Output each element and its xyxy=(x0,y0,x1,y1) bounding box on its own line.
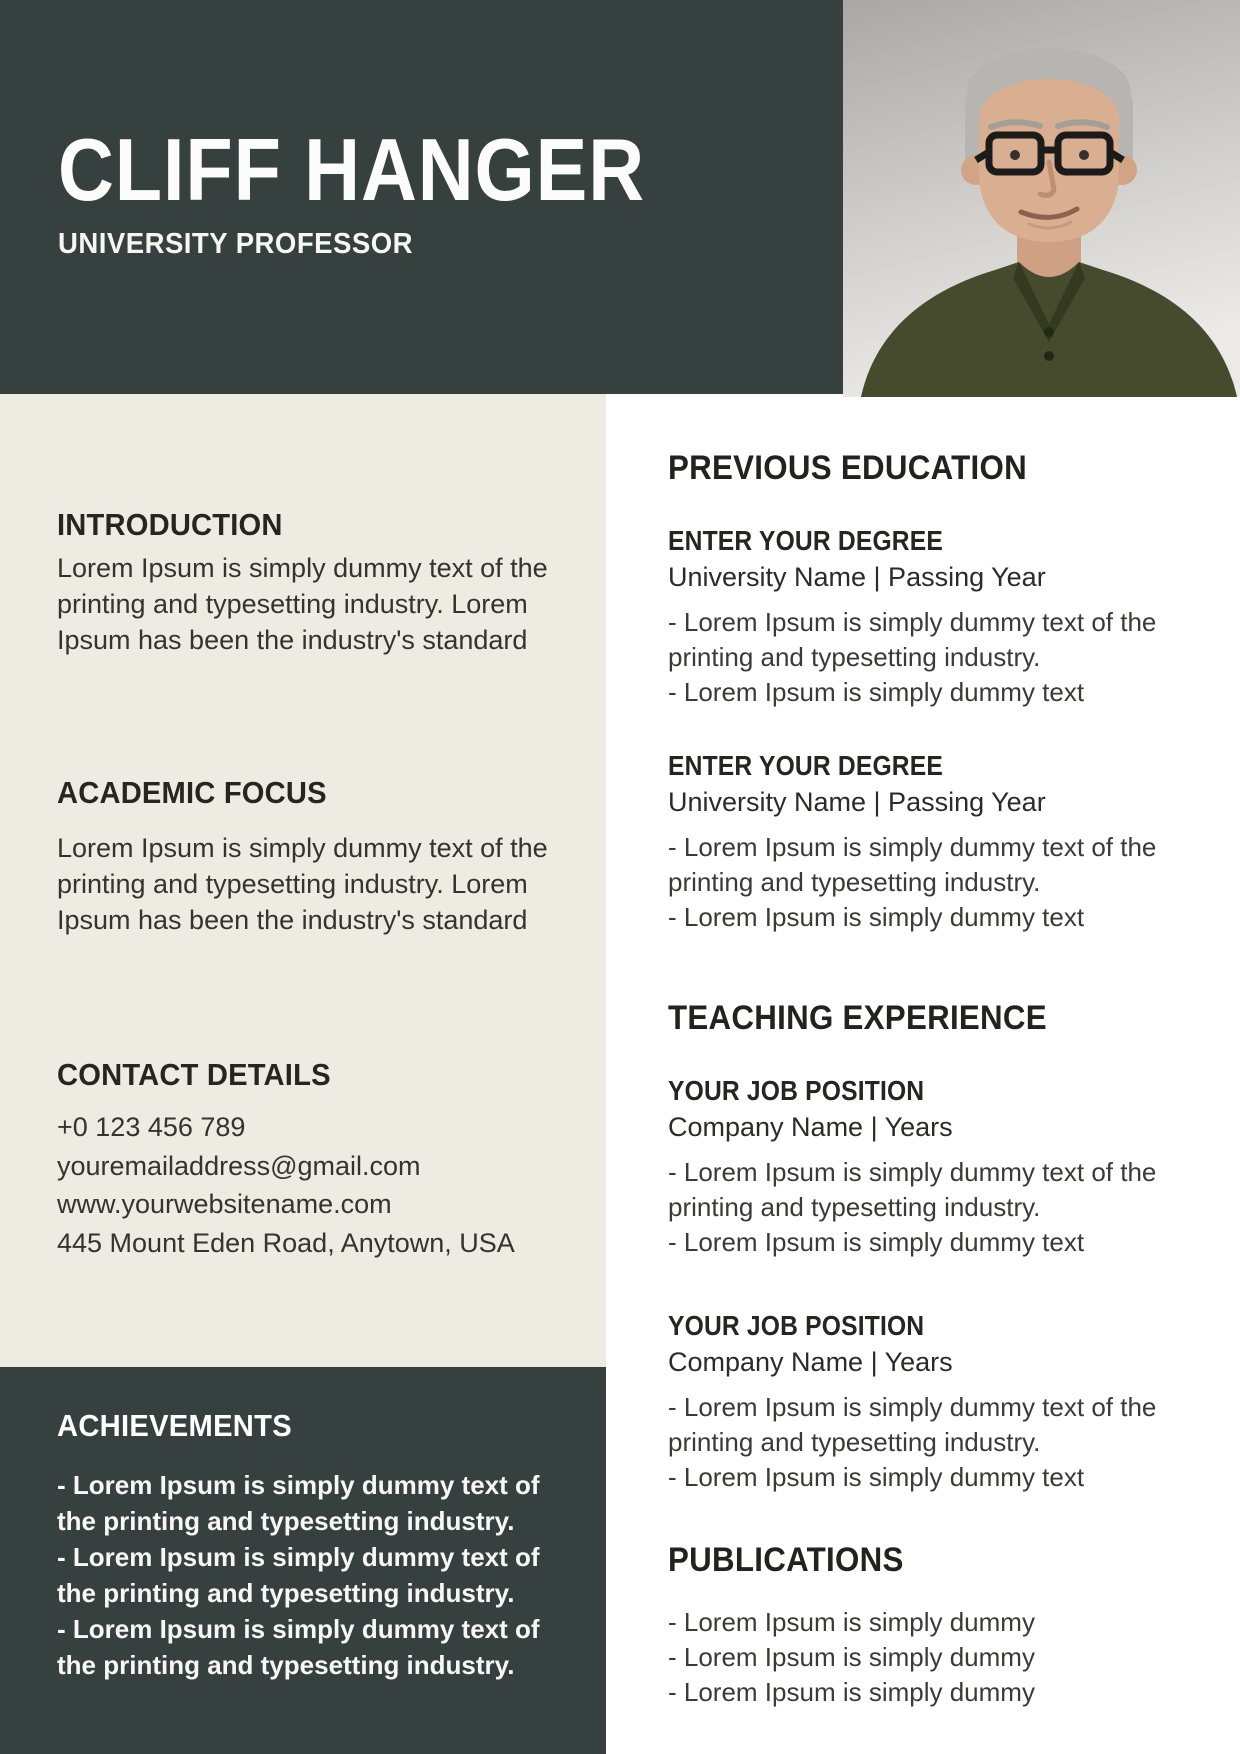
contact-address: 445 Mount Eden Road, Anytown, USA xyxy=(57,1227,515,1258)
profile-photo xyxy=(843,0,1240,397)
contact-website: www.yourwebsitename.com xyxy=(57,1189,392,1219)
achievement-item: - Lorem Ipsum is simply dummy text of the printing and typesetting industry. xyxy=(57,1614,540,1680)
masthead xyxy=(0,0,843,394)
teaching-experience-heading: TEACHING EXPERIENCE xyxy=(668,999,1047,1037)
bullet-line: - Lorem Ipsum is simply dummy text xyxy=(668,677,1085,707)
degree-bullets xyxy=(668,605,1208,710)
academic-focus-body: Lorem Ipsum is simply dummy text of the printing and typesetting industry. Lorem Ipsum has been the industry's standard xyxy=(57,833,548,935)
section-introduction xyxy=(57,394,557,658)
degree-title: ENTER YOUR DEGREE xyxy=(668,750,943,781)
achievements-list xyxy=(57,1467,579,1683)
experience-entry xyxy=(668,1073,1208,1260)
job-bullets xyxy=(668,1155,1208,1260)
portrait-illustration xyxy=(843,0,1240,397)
contact-lines xyxy=(57,1108,557,1262)
degree-bullets xyxy=(668,830,1208,935)
job-bullets xyxy=(668,1390,1208,1495)
publications-heading: PUBLICATIONS xyxy=(668,1541,904,1579)
bullet-line: - Lorem Ipsum is simply dummy text of the printing and typesetting industry. xyxy=(668,1157,1157,1222)
section-academic-focus xyxy=(57,774,557,938)
achievement-item: - Lorem Ipsum is simply dummy text of the printing and typesetting industry. xyxy=(57,1542,540,1608)
achievements-heading: ACHIEVEMENTS xyxy=(57,1408,292,1443)
section-teaching-experience xyxy=(668,997,1208,1495)
sidebar xyxy=(0,394,606,1367)
job-title: YOUR JOB POSITION xyxy=(668,1075,925,1106)
publication-item: - Lorem Ipsum is simply dummy xyxy=(668,1677,1035,1707)
bullet-line: - Lorem Ipsum is simply dummy text xyxy=(668,1227,1085,1257)
section-previous-education xyxy=(668,397,1208,935)
section-contact-details xyxy=(57,1056,557,1262)
section-achievements xyxy=(0,1367,606,1754)
contact-details-heading: CONTACT DETAILS xyxy=(57,1057,331,1092)
bullet-line: - Lorem Ipsum is simply dummy text xyxy=(668,902,1085,932)
bullet-line: - Lorem Ipsum is simply dummy text of the printing and typesetting industry. xyxy=(668,607,1157,672)
achievements-content xyxy=(57,1367,579,1683)
job-meta: Company Name | Years xyxy=(668,1112,953,1142)
bullet-line: - Lorem Ipsum is simply dummy text xyxy=(668,1462,1085,1492)
publication-item: - Lorem Ipsum is simply dummy xyxy=(668,1607,1035,1637)
section-publications xyxy=(668,1539,1208,1710)
degree-title: ENTER YOUR DEGREE xyxy=(668,525,943,556)
person-name: CLIFF HANGER xyxy=(58,120,646,219)
achievement-item: - Lorem Ipsum is simply dummy text of the printing and typesetting industry. xyxy=(57,1470,540,1536)
contact-email: youremailaddress@gmail.com xyxy=(57,1150,421,1181)
job-meta: Company Name | Years xyxy=(668,1347,953,1377)
introduction-body: Lorem Ipsum is simply dummy text of the printing and typesetting industry. Lorem Ipsum has been the industry's standard xyxy=(57,553,548,655)
main-column xyxy=(668,397,1208,1710)
academic-focus-heading: ACADEMIC FOCUS xyxy=(57,775,327,810)
contact-phone: +0 123 456 789 xyxy=(57,1112,246,1142)
degree-meta: University Name | Passing Year xyxy=(668,562,1046,592)
education-entry xyxy=(668,523,1208,710)
degree-meta: University Name | Passing Year xyxy=(668,787,1046,817)
job-title: YOUR JOB POSITION xyxy=(668,1310,925,1341)
education-entry xyxy=(668,748,1208,935)
previous-education-heading: PREVIOUS EDUCATION xyxy=(668,449,1027,487)
introduction-heading: INTRODUCTION xyxy=(57,507,283,542)
experience-entry xyxy=(668,1308,1208,1495)
bullet-line: - Lorem Ipsum is simply dummy text of the printing and typesetting industry. xyxy=(668,1392,1157,1457)
person-job-title: UNIVERSITY PROFESSOR xyxy=(58,228,413,260)
bullet-line: - Lorem Ipsum is simply dummy text of the printing and typesetting industry. xyxy=(668,832,1157,897)
publication-item: - Lorem Ipsum is simply dummy xyxy=(668,1642,1035,1672)
publications-list xyxy=(668,1605,1208,1710)
sidebar-content xyxy=(57,394,557,1262)
